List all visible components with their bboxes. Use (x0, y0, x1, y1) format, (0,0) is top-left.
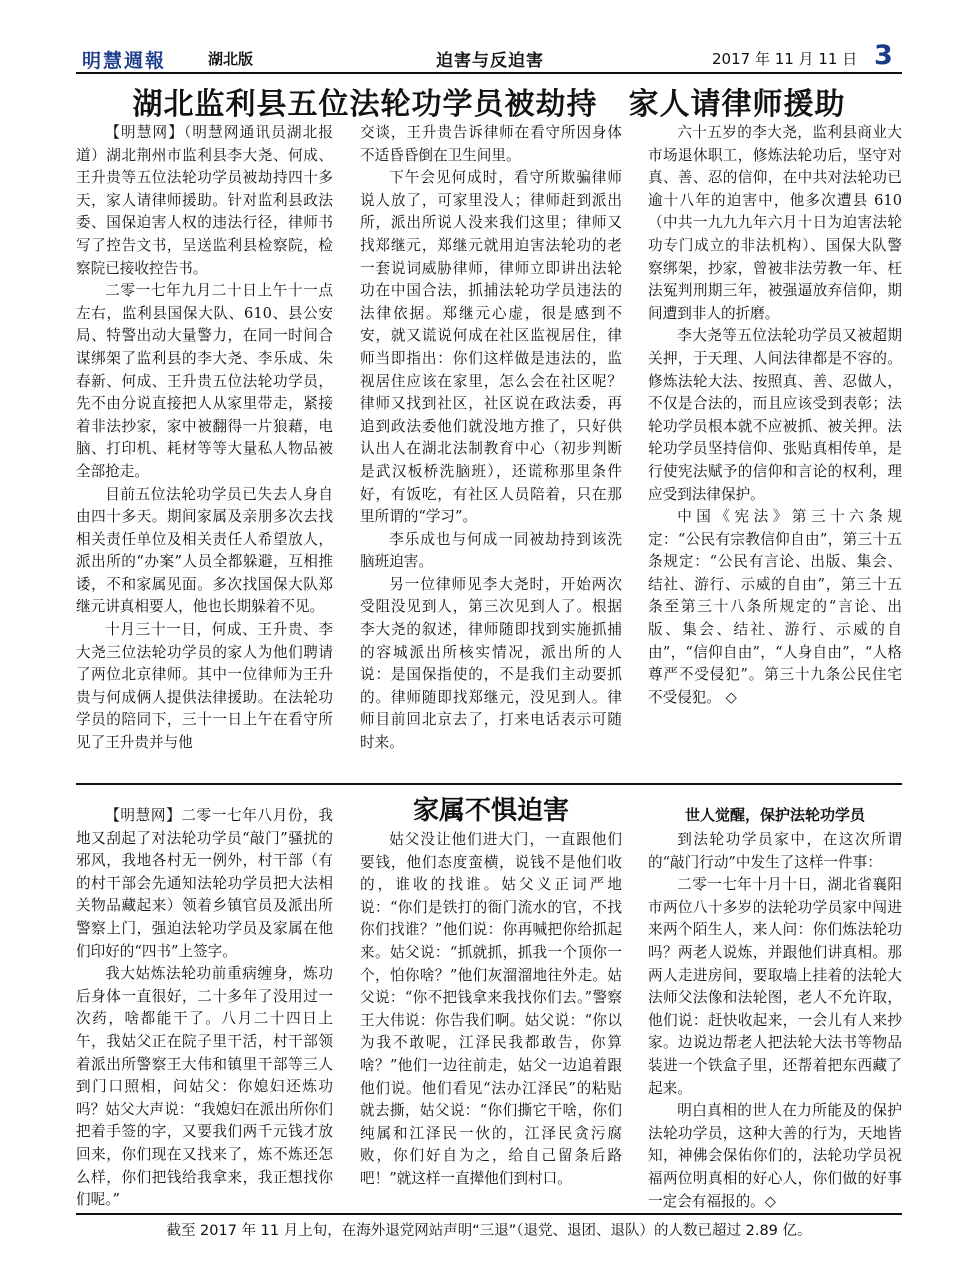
section-divider (76, 783, 902, 785)
issue-date: 2017 年 11 月 11 日 (712, 50, 858, 68)
footer-rule (76, 1213, 902, 1215)
paragraph: 交谈，王升贵告诉律师在看守所因身体不适昏昏倒在卫生间里。 (360, 124, 622, 164)
article2-headline: 家属不惧迫害 (412, 796, 569, 826)
article2-column-1 (76, 805, 333, 1212)
page-number: 3 (874, 40, 893, 71)
article2-column-2 (360, 829, 622, 1191)
paragraph: 六十五岁的李大尧，监利县商业大市场退休职工，修炼法轮功后，坚守对真、善、忍的信仰，在中共对法轮功已逾十八年的迫害中，他多次遭县 610（中共一九九九年六月十日为迫害法轮功专门成立的非法机构）、国保大队警察绑架，抄家，曾被非法劳教一年、枉法冤判刑期三年，被强逼放弃信仰，期间遭到非人的折磨。 (648, 124, 902, 322)
article1-column-3 (648, 122, 902, 709)
paragraph: 二零一七年十月十日，湖北省襄阳市两位八十多岁的法轮功学员家中闯进来两个陌生人，来人问：你们炼法轮功吗？两老人说炼，并跟他们讲真相。那两人走进房间，要取墙上挂着的法轮大法师父法像和法轮图，老人不允许取，他们说：赶快收起来，一会儿有人来抄家。边说边帮老人把法轮大法书等物品装进一个铁盒子里，还帮着把东西藏了起来。 (648, 876, 902, 1097)
footer-notice: 截至 2017 年 11 月上旬，在海外退党网站声明“三退”（退党、退团、退队）的人数已超过 2.89 亿。 (166, 1223, 812, 1239)
paragraph: 李乐成也与何成一同被劫持到该洗脑班迫害。 (360, 530, 622, 571)
article1-headline: 湖北监利县五位法轮功学员被劫持 家人请律师援助 (132, 87, 846, 122)
article1-column-1 (76, 122, 333, 755)
paragraph: 十月三十一日，何成、王升贵、李大尧三位法轮功学员的家人为他们聘请了两位北京律师。其中一位律师为王升贵与何成俩人提供法律援助。在法轮功学员的陪同下，三十一日上午在看守所见了王升贵并与他 (76, 621, 333, 752)
article3-headline: 世人觉醒，保护法轮功学员 (684, 806, 865, 824)
edition-label: 湖北版 (208, 50, 254, 68)
paragraph: 二零一七年九月二十日上午十一点左右，监利县国保大队、610、县公安局、特警出动大量警力，在同一时间合谋绑架了监利县的李大尧、李乐成、朱春新、何成、王升贵五位法轮功学员，先不由分说直接把人从家里带走，紧接着非法抄家，家中被翻得一片狼藉，电脑、打印机、耗材等等大量私人物品被全部抢走。 (76, 282, 333, 480)
section-title: 迫害与反迫害 (436, 51, 544, 71)
article3-column (648, 829, 902, 1213)
paper-name: 明慧週報 (82, 50, 167, 72)
page-header (76, 40, 902, 70)
paragraph: 明白真相的世人在力所能及的保护法轮功学员，这种大善的行为，天地皆知，神佛会保佑你们的，法轮功学员祝福两位明真相的好心人，你们做的好事一定会有福报的。◇ (648, 1102, 902, 1210)
paragraph: 到法轮功学员家中，在这次所谓的“敲门行动”中发生了这样一件事： (648, 831, 902, 871)
paragraph: 我大姑炼法轮功前重病缠身，炼功后身体一直很好，二十多年了没用过一次药，啥都能干了。八月二十四日上午，我姑父正在院子里干活，村干部领着派出所警察王大伟和镇里干部等三人到门口照相，问姑父：你媳妇还炼功吗？姑父大声说：“我媳妇在派出所你们把着手签的字，又要我们两千元钱才放回来，你们现在又找来了，炼不炼还怎么样，你们把钱给我拿来，我正想找你们呢。” (76, 965, 333, 1209)
paragraph: 下午会见何成时，看守所欺骗律师说人放了，可家里没人；律师赶到派出所，派出所说人没来我们这里；律师又找郑继元，郑继元就用迫害法轮功的老一套说词威胁律师，律师立即讲出法轮功在中国合法，抓捕法轮功学员违法的法律依据。郑继元心虚，很是感到不安，就又谎说何成在社区监视居住，律师当即指出：你们这样做是违法的，监视居住应该在家里，怎么会在社区呢？律师又找到社区，社区说在政法委，再追到政法委他们就没地方推了，只好供认出人在湖北法制教育中心（初步判断是武汉板桥洗脑班），还谎称那里条件好，有饭吃，有社区人员陪着，只在那里所谓的“学习”。 (360, 169, 622, 526)
header-rule (76, 72, 902, 74)
paragraph: 李大尧等五位法轮功学员又被超期关押，于天理、人间法律都是不容的。修炼法轮大法、按照真、善、忍做人，不仅是合法的，而且应该受到表彰；法轮功学员根本就不应被抓、被关押。法轮功学员坚持信仰、张贴真相传单，是行使宪法赋予的信仰和言论的权利，理应受到法律保护。 (648, 327, 902, 503)
article1-column-2 (360, 122, 622, 755)
paragraph: 【明慧网】（明慧网通讯员湖北报道）湖北荆州市监利县李大尧、何成、王升贵等五位法轮功学员被劫持四十多天，家人请律师援助。针对监利县政法委、国保迫害人权的违法行径，律师书写了控告文书，呈送监利县检察院，检察院已接收控告书。 (76, 124, 333, 277)
paragraph: 中国《宪法》第三十六条规定：“公民有宗教信仰自由”，第三十五条规定：“公民有言论、出版、集会、结社、游行、示威的自由”，第三十五条至第三十八条所规定的“言论、出版、集会、结社、游行、示威的自由”，“信仰自由”，“人身自由”，“人格尊严不受侵犯”。第三十九条公民住宅不受侵犯。 ◇ (648, 508, 902, 706)
paragraph: 另一位律师见李大尧时，开始两次受阻没见到人，第三次见到人了。根据李大尧的叙述，律师随即找到实施抓捕的容城派出所核实情况，派出所的人说：是国保指使的，不是我们主动要抓的。律师随即找郑继元，没见到人。律师目前回北京去了，打来电话表示可随时来。 (360, 575, 622, 752)
paragraph: 姑父没让他们进大门，一直跟他们要钱，他们态度蛮横，说钱不是他们收的，谁收的找谁。姑父义正词严地说：“你们是铁打的衙门流水的官，不找你们找谁？”他们说：你再喊把你给抓起来。姑父说：“抓就抓，抓我一个顶你一个，怕你啥？”他们灰溜溜地往外走。姑父说：“你不把钱拿来我找你们去。”警察王大伟说：你告我们啊。姑父说：“你以为我不敢呢，江泽民我都敢告，你算啥？”他们一边往前走，姑父一边追着跟他们说。他们看见“法办江泽民”的粘贴就去撕，姑父说：“你们撕它干啥，你们纯属和江泽民一伙的，江泽民贪污腐败，你们好自为之，给自己留条后路吧！”就这样一直撵他们到村口。 (360, 831, 622, 1187)
paragraph: 目前五位法轮功学员已失去人身自由四十多天。期间家属及亲朋多次去找相关责任单位及相关责任人希望放人，派出所的“办案”人员全都躲避，互相推诿，不和家属见面。多次找国保大队郑继元讲真相要人，他也长期躲着不见。 (76, 485, 333, 616)
paragraph: 【明慧网】二零一七年八月份，我地又刮起了对法轮功学员“敲门”骚扰的邪风，我地各村无一例外，村干部（有的村干部会先通知法轮功学员把大法相关物品藏起来）领着乡镇官员及派出所警察上门，强迫法轮功学员及家属在他们印好的“四书”上签字。 (76, 807, 333, 960)
